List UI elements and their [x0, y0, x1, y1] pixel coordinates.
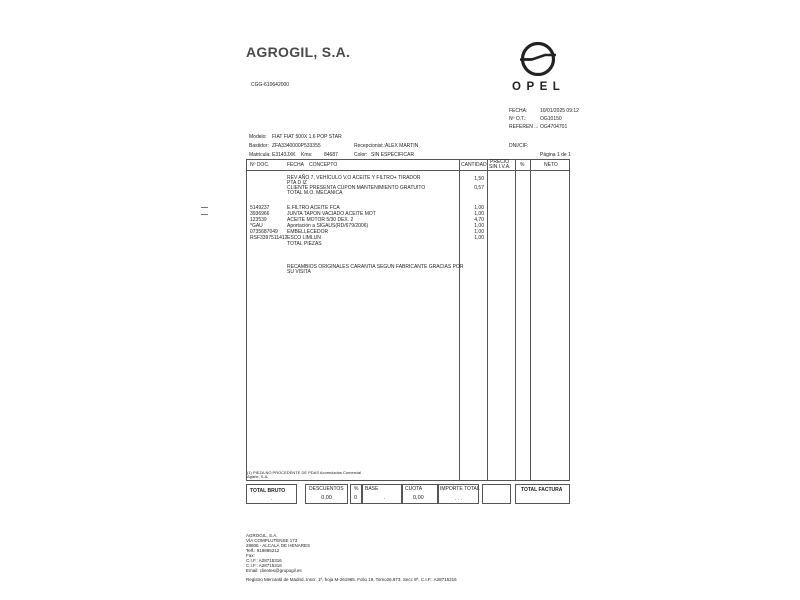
cuota-label: CUOTA [405, 486, 423, 492]
header-doc: Nº DOC. [250, 162, 270, 168]
col-divider-precio [487, 159, 488, 481]
kms-label: Kms: [301, 152, 313, 158]
margin-mark [201, 207, 208, 208]
labor-cantidad: 1,50 [474, 176, 484, 182]
bastidor-value: ZFA3340000P533355 [272, 143, 321, 149]
opel-logo-icon [518, 42, 558, 76]
labor-total: TOTAL M.O. MECANICA [287, 190, 343, 196]
part-concepto: ESCO LIMLUN [287, 235, 321, 241]
matricula-value: E3143JXK [272, 152, 296, 158]
part-cantidad: 1,00 [474, 235, 484, 241]
recepcionista-label: Recepcionist.: [354, 143, 386, 149]
recepcionista-value: ALEX MARTIN [385, 143, 419, 149]
cuota-value: 0,00 [413, 495, 424, 501]
margin-mark [201, 214, 208, 215]
part-ref: 5149237 [250, 205, 270, 211]
col-divider-cantidad [459, 159, 460, 481]
labor-concepto: PTA D IZ [287, 180, 307, 186]
header-pct: % [520, 162, 525, 168]
empty-total-box [482, 484, 511, 504]
part-cantidad: 4,70 [474, 217, 484, 223]
footnote-2: Agarle, S.A. [247, 474, 269, 479]
kms-value: 84687 [324, 152, 338, 158]
importe-total-value: . . . [455, 496, 462, 502]
dnicif-label: DNI/CIF: [509, 143, 529, 149]
ot-label: Nº O.T.: [509, 116, 527, 122]
part-ref: *GAU [250, 223, 263, 229]
footer-email: Email: clientes@grupogil.es [246, 568, 302, 573]
part-concepto: EMBELLECEDOR [287, 229, 329, 235]
part-ref: 3936966 [250, 211, 270, 217]
table-header-divider [246, 170, 570, 171]
header-fecha: FECHA [287, 162, 304, 168]
cif-code: CGG-610642000 [251, 82, 290, 88]
base-value: . [384, 495, 386, 501]
total-bruto-value: . [270, 496, 273, 502]
footer-city: 28805 - ALCALÁ DE HENARES [246, 543, 311, 548]
labor-concepto: REV AÑO 7, VEHÍCULO V.O ACEITE Y FILTRO+ TIRADOR [287, 175, 421, 181]
color-label: Color: [354, 152, 368, 158]
part-concepto: E.FILTRO ACEITE FCA [287, 205, 340, 211]
header-precio: PRECIO [490, 159, 510, 165]
company-name: AGROGIL, S.A. [246, 44, 351, 60]
base-label: BASE [365, 486, 379, 492]
col-divider-neto [530, 159, 531, 481]
labor-cantidad: 0,57 [474, 185, 484, 191]
header-concepto: CONCEPTO [309, 162, 338, 168]
footnote: (1) PIEZA NO PROCEDENTE DE PDAS Acumulados Comercial [247, 470, 362, 475]
part-ref: 0735687049 [250, 229, 278, 235]
descuentos-label: DESCUENTOS [309, 486, 344, 492]
part-cantidad: 1,00 [474, 205, 484, 211]
part-cantidad: 1,00 [474, 229, 484, 235]
ot-value: OG10150 [540, 116, 562, 122]
importe-total-label: IMPORTE TOTAL [440, 486, 480, 492]
footer-phone: Telf.: 918885212 [246, 548, 280, 553]
col-divider-pct [515, 159, 516, 481]
labor-concepto: CLIENTE PRESENTA CUPON MANTENIMIENTO GRATUITO [287, 185, 426, 191]
bastidor-label: Bastidor: [249, 143, 269, 149]
header-cantidad: CANTIDAD [461, 162, 487, 168]
registry-line: Registro Mercantil de Madrid, Inscr. 1ª, hoja M-261965, Folio 19, Tomo26.873, Secc 8ª, C.I.F.: A28715316 [246, 577, 457, 582]
total-factura-label: TOTAL FACTURA [521, 487, 563, 493]
part-concepto: Aportación a SIGAUS(RD/679/2006) [287, 223, 369, 229]
part-concepto: JUNTA TAPON VACIADO ACEITE MOT [287, 211, 376, 217]
referencia-value: OG4704701 [540, 124, 568, 130]
total-bruto-label: TOTAL BRUTO [250, 488, 286, 494]
part-ref: RSF3397511412 [250, 235, 288, 241]
pct-label: % [354, 486, 359, 492]
referencia-label: REFEREN ... [509, 124, 539, 130]
header-precio-sub: SIN I.V.A. [489, 164, 511, 170]
footer-street: VÍA COMPLUTENSE 173 [246, 538, 298, 543]
footer-company: AGROGIL, S.A. [246, 533, 278, 538]
fecha-value: 10/01/2025 09:12 [540, 108, 579, 114]
closing-note-2: SU VISITA [287, 269, 311, 275]
part-concepto: ACEITE MOTOR 5/30 DEX. 2 [287, 217, 354, 223]
closing-note: RECAMBIOS ORIGINALES CARANTIA SEGUN FABRICANTE GRACIAS POR [287, 264, 464, 270]
color-value: SIN ESPECIFICAR [371, 152, 415, 158]
footer-nif: C.I.F.: A28715316 [246, 563, 282, 568]
fecha-label: FECHA: [509, 108, 528, 114]
modelo-label: Modelo: [249, 134, 267, 140]
brand-name: OPEL [512, 81, 566, 93]
footer-cif: C.I.F.: A28715316 [246, 558, 282, 563]
modelo-value: FIAT FIAT 500X 1.6 POP STAR [272, 134, 342, 140]
header-neto: NETO [544, 162, 558, 168]
page-indicator: Página 1 de 1 [540, 152, 571, 158]
footer-fax: Fax: [246, 553, 255, 558]
part-cantidad: 1,00 [474, 211, 484, 217]
descuentos-value: 0,00 [321, 495, 332, 501]
parts-total: TOTAL PIEZAS [287, 241, 322, 247]
part-cantidad: 1,00 [474, 223, 484, 229]
pct-value: 0 [354, 495, 358, 501]
matricula-label: Matricula: [249, 152, 271, 158]
part-ref: 123539 [250, 217, 267, 223]
